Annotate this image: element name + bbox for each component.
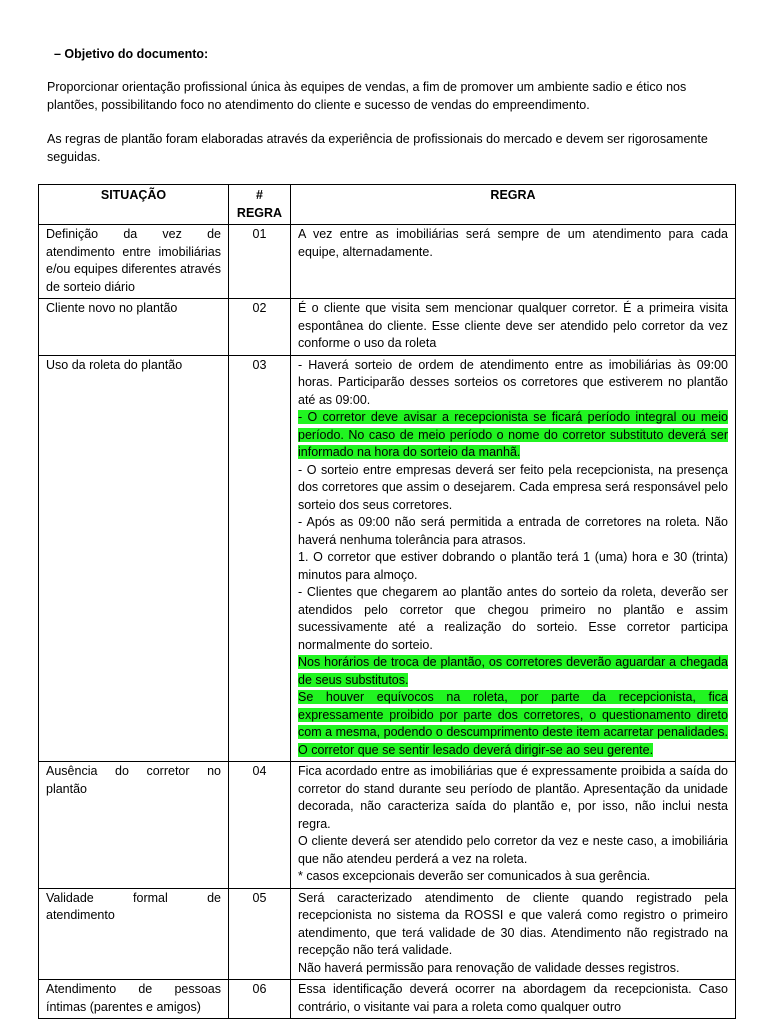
rule-text: O cliente deverá ser atendido pelo corretor da vez e neste caso, a imobiliária que não atendeu perderá a vez na roleta. xyxy=(298,834,728,866)
table-row xyxy=(39,888,736,980)
situation-cell: Validade formal de atendimento xyxy=(39,888,229,980)
situation-cell: Definição da vez de atendimento entre imobiliárias e/ou equipes diferentes através de sorteio diário xyxy=(39,225,229,299)
situation-cell: Uso da roleta do plantão xyxy=(39,355,229,762)
rule-number-cell: 04 xyxy=(229,762,291,889)
header-rule: REGRA xyxy=(291,185,736,225)
rule-paragraph xyxy=(298,226,728,261)
rule-paragraph xyxy=(298,462,728,515)
rule-text: É o cliente que visita sem mencionar qualquer corretor. É a primeira visita espontânea do cliente. Esse cliente deve ser atendido pelo corretor da vez conforme o uso da roleta xyxy=(298,301,728,350)
rule-text: Se houver equívocos na roleta, por parte da recepcionista, fica expressamente proibido por parte dos corretores, o questionamento direto com a mesma, podendo o descumprimento deste item acarretar penalidades. O corretor que se sentir lesado deverá dirigir-se ao seu gerente. xyxy=(298,690,728,757)
rule-cell xyxy=(291,355,736,762)
rule-paragraph xyxy=(298,584,728,654)
rule-text: Essa identificação deverá ocorrer na abordagem da recepcionista. Caso contrário, o visitante vai para a roleta como qualquer outro xyxy=(298,982,728,1014)
rule-text: Será caracterizado atendimento de cliente quando registrado pela recepcionista no sistema da ROSSI e que valerá como registro o primeiro atendimento, que terá validade de 30 dias. Atendimento não registrado na recepção não terá validade. xyxy=(298,890,728,957)
table-row xyxy=(39,980,736,1019)
rule-paragraph xyxy=(298,514,728,549)
situation-cell: Atendimento de pessoas íntimas (parentes e amigos) xyxy=(39,980,229,1019)
header-situation: SITUAÇÃO xyxy=(39,185,229,225)
rule-number-cell: 03 xyxy=(229,355,291,762)
rules-table xyxy=(38,184,736,1019)
rule-text: * casos excepcionais deverão ser comunicados à sua gerência. xyxy=(298,869,651,883)
rule-cell xyxy=(291,299,736,356)
table-header-row xyxy=(39,185,736,225)
rule-paragraph xyxy=(298,300,728,353)
table-row xyxy=(39,762,736,889)
rule-paragraph xyxy=(298,654,728,689)
rule-paragraph xyxy=(298,763,728,833)
rule-number-cell: 01 xyxy=(229,225,291,299)
rule-cell xyxy=(291,980,736,1019)
header-rule-number: # REGRA xyxy=(229,185,291,225)
rule-paragraph xyxy=(298,960,728,978)
situation-cell: Ausência do corretor no plantão xyxy=(39,762,229,889)
rule-paragraph xyxy=(298,868,728,886)
rule-text: Nos horários de troca de plantão, os corretores deverão aguardar a chegada de seus substitutos. xyxy=(298,655,728,687)
rule-text: - O sorteio entre empresas deverá ser feito pela recepcionista, na presença dos corretores que assim o desejarem. Cada empresa será responsável pelo sorteio dos seus corretores. xyxy=(298,462,728,512)
table-row xyxy=(39,225,736,299)
rules-table-body xyxy=(39,225,736,1019)
rule-text: A vez entre as imobiliárias será sempre de um atendimento para cada equipe, alternadamente. xyxy=(298,227,728,259)
rule-cell xyxy=(291,888,736,980)
table-row xyxy=(39,299,736,356)
rule-paragraph xyxy=(298,890,728,960)
rule-paragraph xyxy=(298,409,728,462)
document-heading: – Objetivo do documento: xyxy=(54,47,209,61)
rule-number-cell: 06 xyxy=(229,980,291,1019)
rule-text: - Haverá sorteio de ordem de atendimento entre as imobiliárias às 09:00 horas. Participarão desses sorteios os corretores que estiverem no plantão até as 09:00. xyxy=(298,357,728,407)
rule-cell xyxy=(291,762,736,889)
rule-cell xyxy=(291,225,736,299)
rule-number-cell: 02 xyxy=(229,299,291,356)
rules-intro-paragraph: As regras de plantão foram elaboradas através da experiência de profissionais do mercado e devem ser rigorosamente seguidas. xyxy=(47,132,708,164)
rule-text: 1. O corretor que estiver dobrando o plantão terá 1 (uma) hora e 30 (trinta) minutos para almoço. xyxy=(298,550,728,582)
rule-text: - Clientes que chegarem ao plantão antes do sorteio da roleta, deverão ser atendidos pelo corretor que chegou primeiro no plantão e assim sucessivamente até a realização do sorteio. Esse corretor participa normalmente do sorteio. xyxy=(298,585,728,652)
rule-paragraph xyxy=(298,357,728,410)
rule-paragraph xyxy=(298,981,728,1016)
rule-text: - Após as 09:00 não será permitida a entrada de corretores na roleta. Não haverá nenhuma tolerância para atrasos. xyxy=(298,515,728,547)
rule-paragraph xyxy=(298,833,728,868)
rule-text: Não haverá permissão para renovação de validade desses registros. xyxy=(298,960,680,975)
situation-cell: Cliente novo no plantão xyxy=(39,299,229,356)
table-row xyxy=(39,355,736,762)
rule-text: - O corretor deve avisar a recepcionista se ficará período integral ou meio período. No caso de meio período o nome do corretor substituto deverá ser informado na hora do sorteio da manhã. xyxy=(298,410,728,459)
rule-text: Fica acordado entre as imobiliárias que é expressamente proibida a saída do corretor do stand durante seu período de plantão. Apresentação da unidade decorada, não caracteriza saída do plantão e, por isso, não inclui nesta regra. xyxy=(298,764,728,831)
rule-number-cell: 05 xyxy=(229,888,291,980)
objective-paragraph: Proporcionar orientação profissional única às equipes de vendas, a fim de promover um ambiente sadio e ético nos plantões, possibilitando foco no atendimento do cliente e sucesso de vendas do empreendimento. xyxy=(47,80,687,112)
rule-paragraph xyxy=(298,689,728,759)
rule-paragraph xyxy=(298,549,728,584)
